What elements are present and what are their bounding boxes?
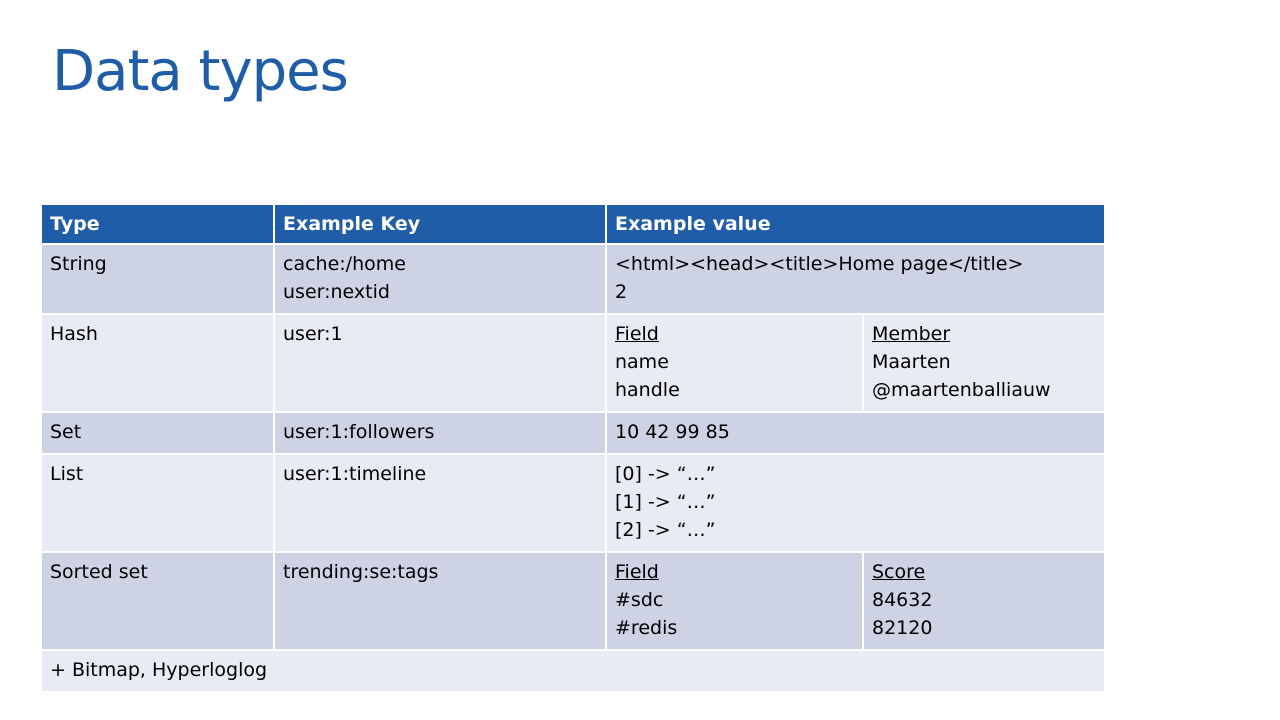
table-row-sorted-set: [41, 552, 1105, 650]
member-header: Member: [872, 323, 951, 345]
header-type: Type: [41, 204, 274, 244]
value-line: [1] -> “…”: [615, 491, 716, 513]
cell-type: Hash: [41, 314, 274, 412]
value-line: <html><head><title>Home page</title>: [615, 253, 1024, 275]
cell-key: trending:se:tags: [274, 552, 606, 650]
member-line: @maartenballiauw: [872, 379, 1051, 401]
page-title: Data types: [52, 39, 348, 104]
field-line: #sdc: [615, 589, 664, 611]
table-row-set: [41, 412, 1105, 454]
cell-value: [606, 244, 1105, 314]
field-line: name: [615, 351, 669, 373]
cell-key: user:1:timeline: [274, 454, 606, 552]
cell-members: [863, 314, 1105, 412]
field-header: Field: [615, 561, 659, 583]
value-line: [0] -> “…”: [615, 463, 716, 485]
field-header: Field: [615, 323, 659, 345]
cell-key: user:1: [274, 314, 606, 412]
cell-value: [606, 454, 1105, 552]
member-line: Maarten: [872, 351, 951, 373]
score-line: 84632: [872, 589, 933, 611]
cell-key: [274, 244, 606, 314]
header-example-value: Example value: [606, 204, 1105, 244]
header-example-key: Example Key: [274, 204, 606, 244]
cell-type: String: [41, 244, 274, 314]
field-line: #redis: [615, 617, 678, 639]
table-row-footer: [41, 650, 1105, 692]
key-line: user:nextid: [283, 281, 390, 303]
cell-key: user:1:followers: [274, 412, 606, 454]
cell-type: List: [41, 454, 274, 552]
table-row-string: [41, 244, 1105, 314]
cell-fields: [606, 552, 863, 650]
score-header: Score: [872, 561, 926, 583]
cell-value: 10 42 99 85: [606, 412, 1105, 454]
value-line: [2] -> “…”: [615, 519, 716, 541]
table-row-hash: [41, 314, 1105, 412]
cell-type: Sorted set: [41, 552, 274, 650]
table-header-row: [41, 204, 1105, 244]
data-types-table: [40, 203, 1106, 693]
value-line: 2: [615, 281, 628, 303]
footer-note: + Bitmap, Hyperloglog: [41, 650, 1105, 692]
table-row-list: [41, 454, 1105, 552]
field-line: handle: [615, 379, 680, 401]
key-line: cache:/home: [283, 253, 406, 275]
cell-type: Set: [41, 412, 274, 454]
cell-scores: [863, 552, 1105, 650]
score-line: 82120: [872, 617, 933, 639]
cell-fields: [606, 314, 863, 412]
